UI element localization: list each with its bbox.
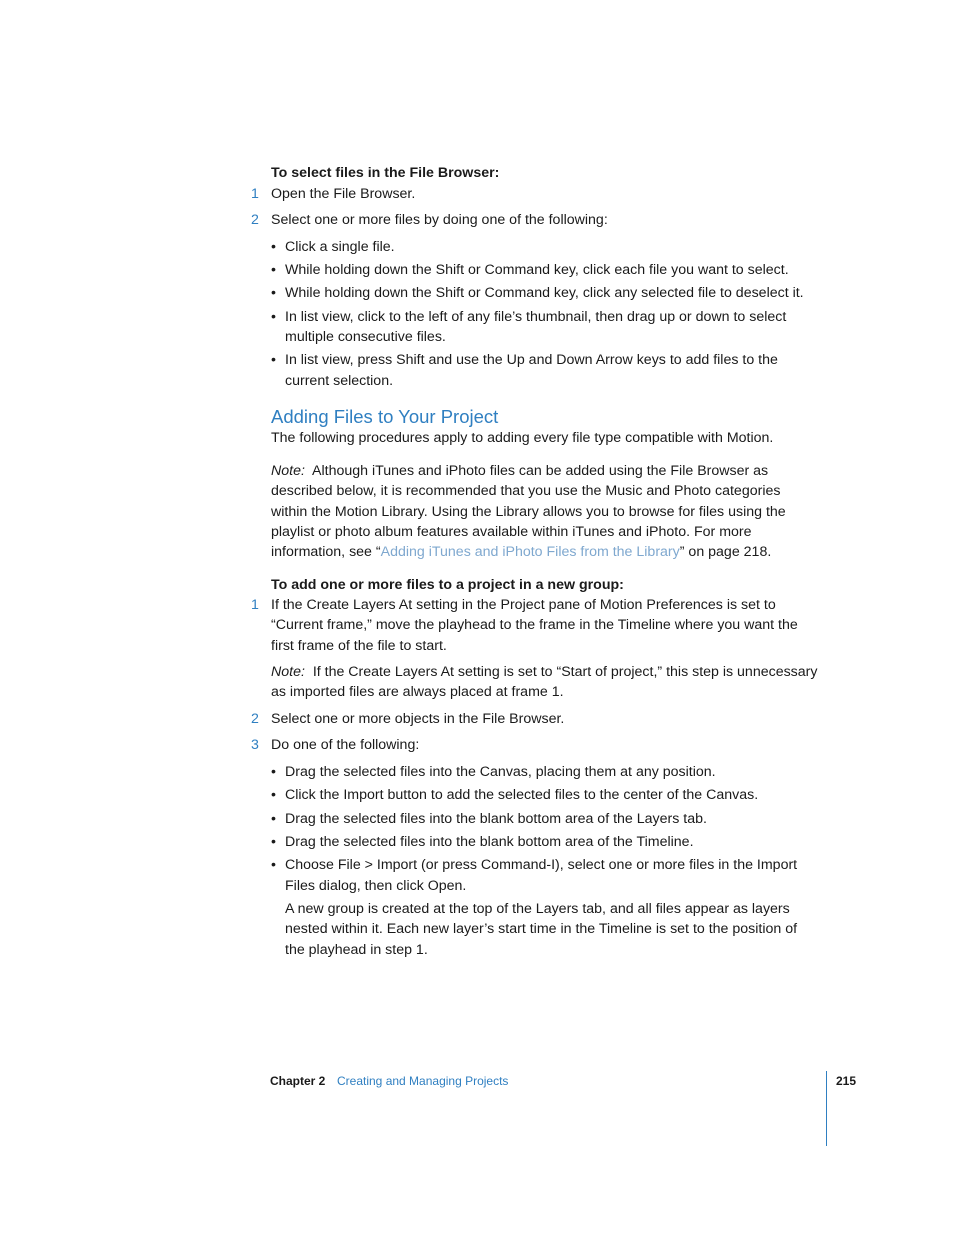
step-text: If the Create Layers At setting in the Project pane of Motion Preferences is set to bbox=[271, 597, 776, 613]
bullet-item: Drag the selected files into the blank bottom area of the Timeline. bbox=[285, 834, 694, 850]
note-line bbox=[271, 662, 818, 683]
step-number: 3 bbox=[251, 737, 259, 753]
step-text: Open the File Browser. bbox=[271, 186, 416, 202]
step-text: Select one or more objects in the File Browser. bbox=[271, 711, 565, 727]
bullet-item-continued: multiple consecutive files. bbox=[285, 329, 446, 345]
step-number: 1 bbox=[251, 186, 259, 202]
bullet-item: In list view, click to the left of any file’s thumbnail, then drag up or down to select bbox=[285, 309, 787, 325]
cross-reference-link[interactable]: Adding iTunes and iPhoto Files from the Library bbox=[380, 544, 680, 560]
procedure-heading-add-files: To add one or more files to a project in a new group: bbox=[271, 577, 624, 593]
bullet-item: Click a single file. bbox=[285, 239, 395, 255]
note-text: ” on page 218. bbox=[679, 544, 772, 560]
bullet-item: Drag the selected files into the Canvas, placing them at any position. bbox=[285, 764, 716, 780]
note-label: Note: bbox=[271, 664, 305, 680]
result-text: A new group is created at the top of the Layers tab, and all files appear as layers bbox=[285, 901, 790, 917]
bullet-glyph: • bbox=[271, 262, 276, 278]
note-line: playlist or photo album features available within iTunes and iPhoto. For more bbox=[271, 524, 752, 540]
bullet-glyph: • bbox=[271, 764, 276, 780]
step-text-continued: first frame of the file to start. bbox=[271, 638, 447, 654]
bullet-item: Click the Import button to add the selected files to the center of the Canvas. bbox=[285, 787, 759, 803]
bullet-item-continued: current selection. bbox=[285, 373, 394, 389]
bullet-glyph: • bbox=[271, 309, 276, 325]
bullet-glyph: • bbox=[271, 834, 276, 850]
bullet-item: Choose File > Import (or press Command-I), select one or more files in the Import bbox=[285, 857, 798, 873]
section-intro: The following procedures apply to adding every file type compatible with Motion. bbox=[271, 430, 774, 446]
procedure-heading-select-files: To select files in the File Browser: bbox=[271, 165, 500, 181]
result-text: the playhead in step 1. bbox=[285, 942, 428, 958]
note-line bbox=[271, 542, 771, 563]
note-text: Although iTunes and iPhoto files can be added using the File Browser as bbox=[312, 463, 769, 479]
step-text: Do one of the following: bbox=[271, 737, 420, 753]
bullet-glyph: • bbox=[271, 787, 276, 803]
note-text: If the Create Layers At setting is set to “Start of project,” this step is unnecessary bbox=[312, 664, 818, 680]
step-text-continued: “Current frame,” move the playhead to the frame in the Timeline where you want the bbox=[271, 617, 798, 633]
bullet-glyph: • bbox=[271, 285, 276, 301]
note-line bbox=[271, 461, 768, 482]
bullet-glyph: • bbox=[271, 352, 276, 368]
bullet-glyph: • bbox=[271, 239, 276, 255]
step-number: 2 bbox=[251, 711, 259, 727]
footer-chapter-label: Chapter 2 bbox=[270, 1074, 326, 1088]
step-number: 2 bbox=[251, 212, 259, 228]
footer-divider bbox=[826, 1071, 827, 1146]
step-text: Select one or more files by doing one of the following: bbox=[271, 212, 608, 228]
note-text: information, see “ bbox=[271, 544, 381, 560]
footer-chapter-title: Creating and Managing Projects bbox=[337, 1074, 509, 1088]
result-text: nested within it. Each new layer’s start time in the Timeline is set to the position of bbox=[285, 921, 798, 937]
bullet-item-continued: Files dialog, then click Open. bbox=[285, 878, 467, 894]
bullet-glyph: • bbox=[271, 857, 276, 873]
section-title: Adding Files to Your Project bbox=[271, 406, 499, 427]
note-line: as imported files are always placed at frame 1. bbox=[271, 684, 564, 700]
bullet-glyph: • bbox=[271, 811, 276, 827]
note-line: within the Motion Library. Using the Library allows you to browse for files using the bbox=[271, 504, 786, 520]
bullet-item: While holding down the Shift or Command key, click each file you want to select. bbox=[285, 262, 789, 278]
page-number: 215 bbox=[836, 1074, 857, 1088]
note-line: described below, it is recommended that you use the Music and Photo categories bbox=[271, 483, 781, 499]
bullet-item: In list view, press Shift and use the Up and Down Arrow keys to add files to the bbox=[285, 352, 778, 368]
bullet-item: While holding down the Shift or Command key, click any selected file to deselect it. bbox=[285, 285, 804, 301]
step-number: 1 bbox=[251, 597, 259, 613]
bullet-item: Drag the selected files into the blank bottom area of the Layers tab. bbox=[285, 811, 707, 827]
note-label: Note: bbox=[271, 463, 305, 479]
